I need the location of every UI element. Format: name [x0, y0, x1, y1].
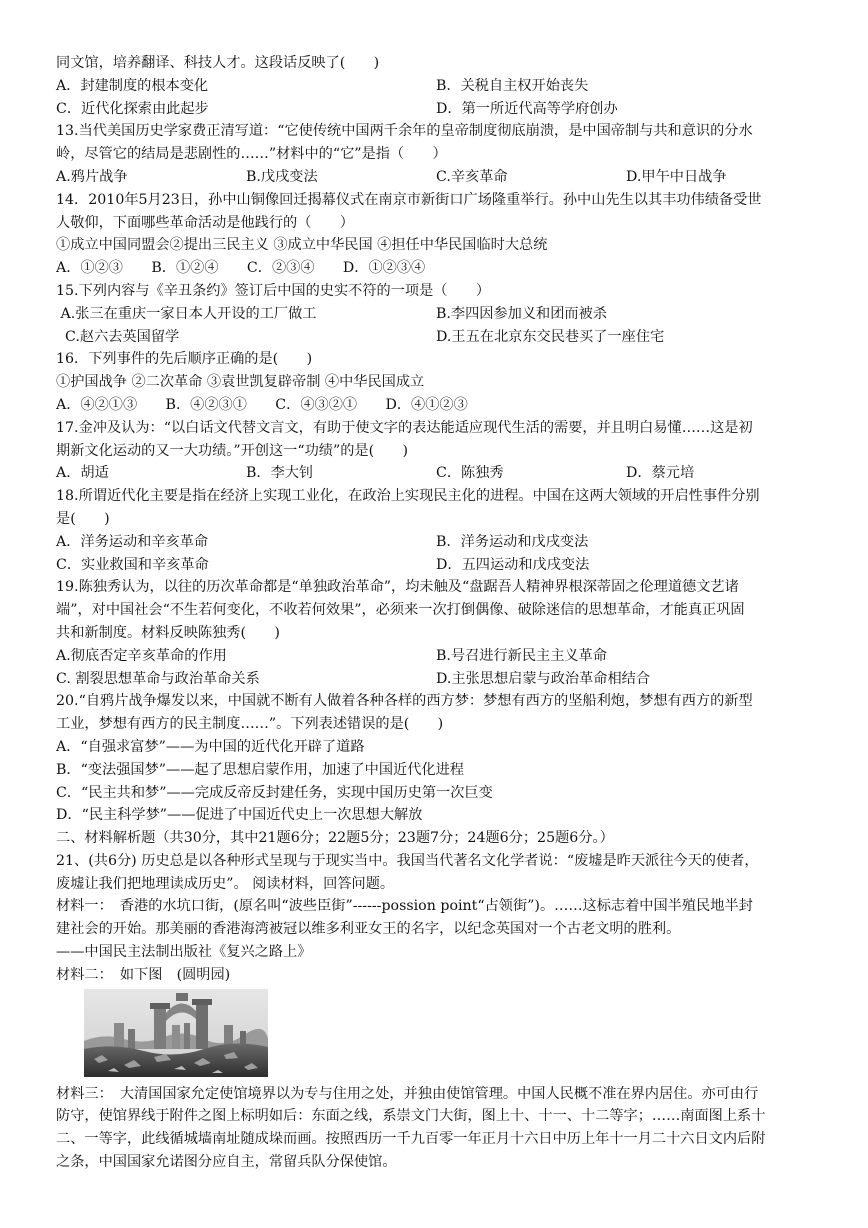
q16-options[interactable]: A．④②①③ B．④②③① C．④③②① D．④①②③	[56, 396, 468, 413]
q19-option-c[interactable]: C. 割裂思想革命与政治革命关系	[56, 670, 260, 687]
q19-option-a[interactable]: A.彻底否定辛亥革命的作用	[56, 647, 227, 664]
q17-option-a[interactable]: A．胡适	[56, 465, 109, 482]
q20-option-c[interactable]: C．“民主共和梦”——完成反帝反封建任务，实现中国历史第一次巨变	[56, 784, 493, 801]
q19-stem-line3: 共和新制度。材料反映陈独秀( )	[56, 624, 280, 641]
exam-page	[56, 52, 816, 1174]
q12-stem-tail: 同文馆，培养翻译、科技人才。这段话反映了( )	[56, 55, 380, 71]
q13-option-b[interactable]: B.戊戌变法	[246, 168, 318, 185]
q21-stem-line1: 21、(共6分) 历史总是以各种形式呈现与于现实当中。我国当代著名文化学者说：“废墟是昨天派往今天的使者，	[56, 852, 759, 869]
q15-options-row2	[56, 326, 816, 349]
q20-stem-line1: 20.“自鸦片战争爆发以来，中国就不断有人做着各种各样的西方梦：梦想有西方的坚船利炮，梦想有西方的新型	[56, 693, 753, 710]
q20-option-d[interactable]: D．“民主科学梦”——促进了中国近代史上一次思想大解放	[56, 807, 423, 824]
q18-options-row1	[56, 531, 816, 554]
q21-material1-line2: 建社会的开始。那美丽的香港海湾被冠以维多利亚女王的名字，以纪念英国对一个古老文明的胜利。	[56, 921, 681, 938]
q14-stem-line1: 14．2010年5月23日，孙中山铜像回迁揭幕仪式在南京市新街口广场隆重举行。孙中山先生以其丰功伟绩备受世	[56, 191, 762, 208]
q18-option-b[interactable]: B．洋务运动和戊戌变法	[436, 533, 589, 550]
q21-material1-line1: 材料一： 香港的水坑口街，(原名叫“波些臣街”------possion point“占领街”)。……这标志着中国半殖民地半封	[56, 898, 753, 915]
q19-options-row1	[56, 645, 816, 668]
q12-options-row1	[56, 75, 816, 98]
q18-option-c[interactable]: C．实业救国和辛亥革命	[56, 556, 209, 573]
q21-material3-line4: 之条，中国国家允诺图分应自主，常留兵队分保使馆。	[56, 1154, 397, 1171]
q18-stem-line1: 18.所谓近代化主要是指在经济上实现工业化，在政治上实现民主化的进程。中国在这两大领域的开启性事件分别	[56, 488, 760, 505]
q21-material1-source: ——中国民主法制出版社《复兴之路上》	[56, 944, 312, 961]
q15-option-d[interactable]: D.王五在北京东交民巷买了一座住宅	[436, 328, 665, 345]
q13-option-a[interactable]: A.鸦片战争	[56, 168, 128, 185]
q21-material3-line2: 防守，使馆界线于附件之图上标明如后：东面之线，系崇文门大街，图上十、十一、十二等字；……南面图上系十	[56, 1108, 766, 1125]
q15-option-a[interactable]: A.张三在重庆一家日本人开设的工厂做工	[56, 305, 317, 322]
q21-material2-label: 材料二： 如下图 (圆明园)	[56, 966, 231, 983]
q20-option-a[interactable]: A．“自强求富梦”——为中国的近代化开辟了道路	[56, 738, 365, 755]
q17-stem-line1: 17.金冲及认为：“以白话文代替文言文，有助于使文字的表达能适应现代生活的需要，并且明白易懂……这是初	[56, 419, 753, 436]
q14-items: ①成立中国同盟会②提出三民主义 ③成立中华民国 ④担任中华民国临时大总统	[56, 237, 548, 254]
yuanmingyuan-ruins-photo	[84, 989, 268, 1077]
q18-stem-line2: 是( )	[56, 510, 110, 527]
q15-option-c[interactable]: C.赵六去英国留学	[56, 328, 180, 345]
q19-options-row2	[56, 668, 816, 691]
q13-option-c[interactable]: C.辛亥革命	[436, 168, 508, 185]
q14-options[interactable]: A．①②③ B．①②④ C．②③④ D．①②③④	[56, 260, 426, 277]
q14-stem-line2: 人敬仰，下面哪些革命活动是他践行的（ ）	[56, 214, 354, 231]
q15-option-b[interactable]: B.李四因参加义和团而被杀	[436, 305, 607, 322]
q19-option-d[interactable]: D.主张思想启蒙与政治革命相结合	[436, 670, 651, 687]
q17-stem-line2: 期新文化运动的又一大功绩。”开创这一“功绩”的是( )	[56, 442, 409, 459]
q16-items: ①护国战争 ②二次革命 ③袁世凯复辟帝制 ④中华民国成立	[56, 374, 425, 391]
q13-stem-line2: 岭，尽管它的结局是悲剧性的……”材料中的“它”是指（ ）	[56, 146, 447, 163]
q21-stem-line2: 废墟让我们把地理读成历史”。 阅读材料，回答问题。	[56, 875, 395, 892]
q15-options-row1	[56, 303, 816, 326]
q13-options	[56, 166, 816, 189]
q12-option-b[interactable]: B．关税自主权开始丧失	[436, 77, 589, 94]
q17-option-d[interactable]: D．蔡元培	[626, 465, 695, 482]
q20-option-b[interactable]: B．“变法强国梦”——起了思想启蒙作用，加速了中国近代化进程	[56, 761, 464, 778]
q17-option-c[interactable]: C．陈独秀	[436, 465, 504, 482]
q12-option-c[interactable]: C．近代化探索由此起步	[56, 100, 209, 117]
q12-options-row2	[56, 98, 816, 121]
section-2-heading: 二、材料解析题（共30分，其中21题6分；22题5分；23题7分；24题6分；25题6分。）	[56, 830, 614, 847]
q12-option-d[interactable]: D．第一所近代高等学府创办	[436, 100, 618, 117]
q18-options-row2	[56, 554, 816, 577]
q12-option-a[interactable]: A．封建制度的根本变化	[56, 77, 209, 94]
q13-option-d[interactable]: D.甲午中日战争	[626, 168, 727, 185]
q16-stem: 16．下列事件的先后顺序正确的是( )	[56, 351, 313, 368]
q15-stem: 15.下列内容与《辛丑条约》签订后中国的史实不符的一项是（ ）	[56, 282, 491, 299]
q21-material3-line1: 材料三： 大清国国家允定使馆境界以为专与住用之处，并独由使馆管理。中国人民概不准在界内居住。亦可由行	[56, 1085, 759, 1102]
q19-stem-line1: 19.陈独秀认为，以往的历次革命都是“单独政治革命”，均未触及“盘踞吾人精神界根深蒂固之伦理道德文艺诸	[56, 579, 739, 596]
q20-stem-line2: 工业，梦想有西方的民主制度……”。下列表述错误的是( )	[56, 716, 444, 733]
q19-option-b[interactable]: B.号召进行新民主主义革命	[436, 647, 607, 664]
q21-material3-line3: 二、一等字，此线循城墙南址随成垛而画。按照西历一千九百零一年正月十六日中历上年十一月二十六日文内后附	[56, 1131, 766, 1148]
q18-option-a[interactable]: A．洋务运动和辛亥革命	[56, 533, 209, 550]
q17-option-b[interactable]: B．李大钊	[246, 465, 314, 482]
q18-option-d[interactable]: D．五四运动和戊戌变法	[436, 556, 590, 573]
q19-stem-line2: 端”，对中国社会“不生若何变化，不收若何效果”，必须来一次打倒偶像、破除迷信的思想革命，才能真正巩固	[56, 602, 745, 619]
q17-options	[56, 462, 816, 485]
q13-stem-line1: 13.当代美国历史学家费正清写道：“它使传统中国两千余年的皇帝制度彻底崩溃，是中国帝制与共和意识的分水	[56, 123, 753, 140]
